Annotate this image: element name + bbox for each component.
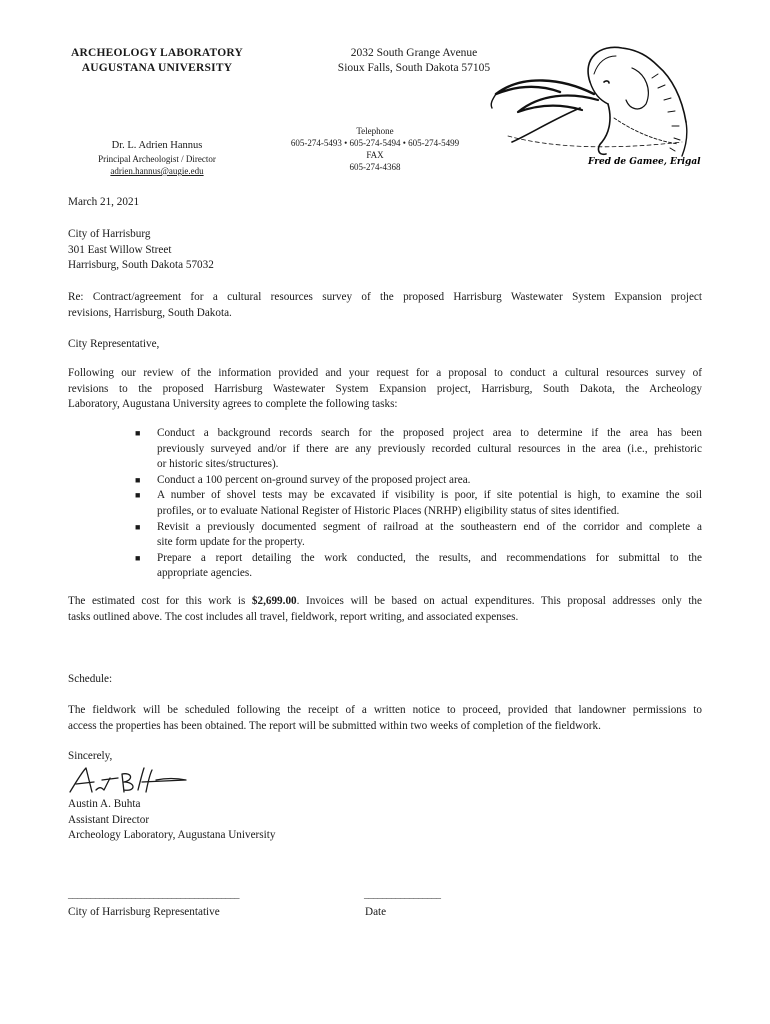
director-block [66, 139, 248, 177]
representative-caption: City of Harrisburg Representative [68, 906, 220, 918]
contact-numbers [250, 125, 500, 173]
schedule-heading: Schedule: [68, 673, 113, 685]
subject-line [68, 290, 702, 321]
cost-line-1 [68, 594, 702, 610]
bullet-icon: ■ [135, 552, 141, 563]
bullet-icon: ■ [135, 490, 141, 501]
task-line: Conduct a 100 percent on-ground survey of the proposed project area. [157, 473, 471, 486]
signer-block [68, 797, 275, 844]
signer-title: Assistant Director [68, 813, 150, 826]
task-line: site form update for the property. [157, 536, 305, 549]
date-signature-line[interactable]: _________________ [364, 889, 441, 900]
telephone-numbers: 605-274-5493 • 605-274-5494 • 605-274-5499 [290, 138, 460, 148]
closing: Sincerely, [68, 750, 113, 762]
cost-paragraph [68, 594, 702, 625]
organization-name [66, 46, 248, 76]
cost-amount: $2,699.00 [251, 595, 297, 607]
representative-signature-line[interactable]: ______________________________________ [68, 889, 239, 900]
signer-name: Austin A. Buhta [68, 798, 141, 810]
recipient-line-1: City of Harrisburg [68, 228, 151, 240]
director-email-link[interactable]: adrien.hannus@augie.edu [110, 166, 204, 176]
task-line: Prepare a report detailing the work conducted, the results, and recommendations for submittal to the [157, 551, 702, 564]
task-line: previously surveyed and/or if there are any previously recorded cultural resources in the area (i.e., prehistoric [157, 442, 702, 455]
salutation: City Representative, [68, 338, 160, 350]
task-item [130, 488, 702, 519]
task-item [130, 473, 702, 489]
task-list [130, 426, 702, 582]
task-line: A number of shovel tests may be excavated if visibility is poor, if site potential is high, to examine the soil [157, 489, 702, 502]
intro-paragraph [68, 366, 702, 413]
cost-prefix: The estimated cost for this work is [68, 595, 252, 607]
schedule-line-2: access the properties has been obtained. The report will be submitted within two weeks of completion of the fieldwork. [68, 719, 601, 732]
director-title: Principal Archeologist / Director [98, 154, 216, 164]
telephone-label: Telephone [356, 126, 394, 136]
address-line-1: 2032 South Grange Avenue [350, 47, 478, 59]
intro-line-3: Laboratory, Augustana University agrees to complete the following tasks: [68, 398, 398, 411]
handwritten-signature-icon [66, 764, 190, 798]
task-item [130, 426, 702, 473]
director-name: Dr. L. Adrien Hannus [111, 140, 203, 151]
task-line: Conduct a background records search for the proposed project area to determine if the area has been [157, 427, 702, 439]
task-line: or historic sites/structures). [157, 458, 279, 471]
bullet-icon: ■ [135, 474, 141, 485]
org-line-1: ARCHEOLOGY LABORATORY [71, 47, 243, 59]
task-item [130, 551, 702, 582]
task-line: profiles, or to evaluate National Register of Historic Places (NRHP) eligibility status of sites identified. [157, 504, 620, 517]
bullet-icon: ■ [135, 521, 141, 532]
fax-label: FAX [366, 150, 384, 160]
bullet-icon: ■ [135, 428, 141, 438]
signer-organization: Archeology Laboratory, Augustana University [68, 829, 276, 842]
subject-line-1: Re: Contract/agreement for a cultural resources survey of the proposed Harrisburg Wastewater System Expansion project [68, 291, 702, 303]
org-line-2: AUGUSTANA UNIVERSITY [81, 62, 233, 74]
recipient-line-2: 301 East Willow Street [68, 243, 172, 256]
cost-suffix: . Invoices will be based on actual expenditures. This proposal addresses only the [296, 595, 702, 607]
subject-line-2: revisions, Harrisburg, South Dakota. [68, 306, 232, 319]
address-line-2: Sioux Falls, South Dakota 57105 [337, 62, 491, 74]
schedule-line-1: The fieldwork will be scheduled following the receipt of a written notice to proceed, provided that landowner permissions to [68, 704, 702, 716]
task-item [130, 520, 702, 551]
task-line: appropriate agencies. [157, 567, 253, 580]
date-caption: Date [365, 906, 387, 918]
intro-line-2: revisions to the proposed Harrisburg Wastewater System Expansion project, Harrisburg, South Dakota, the Archeology [68, 382, 702, 395]
logo-signature-text: Fred de Gamee, Erigal [588, 157, 701, 167]
intro-line-1: Following our review of the information provided and your request for a proposal to conduct a cultural resources survey of [68, 367, 702, 379]
mammoth-logo-icon [482, 38, 702, 170]
fax-number: 605-274-4368 [349, 162, 401, 172]
task-line: Revisit a previously documented segment of railroad at the southeastern end of the corridor and complete a [157, 520, 702, 533]
recipient-line-3: Harrisburg, South Dakota 57032 [68, 259, 214, 272]
letter-date: March 21, 2021 [68, 196, 140, 208]
schedule-paragraph [68, 703, 702, 734]
recipient-address [68, 227, 214, 274]
cost-line-2: tasks outlined above. The cost includes all travel, fieldwork, report writing, and associated expenses. [68, 610, 519, 623]
